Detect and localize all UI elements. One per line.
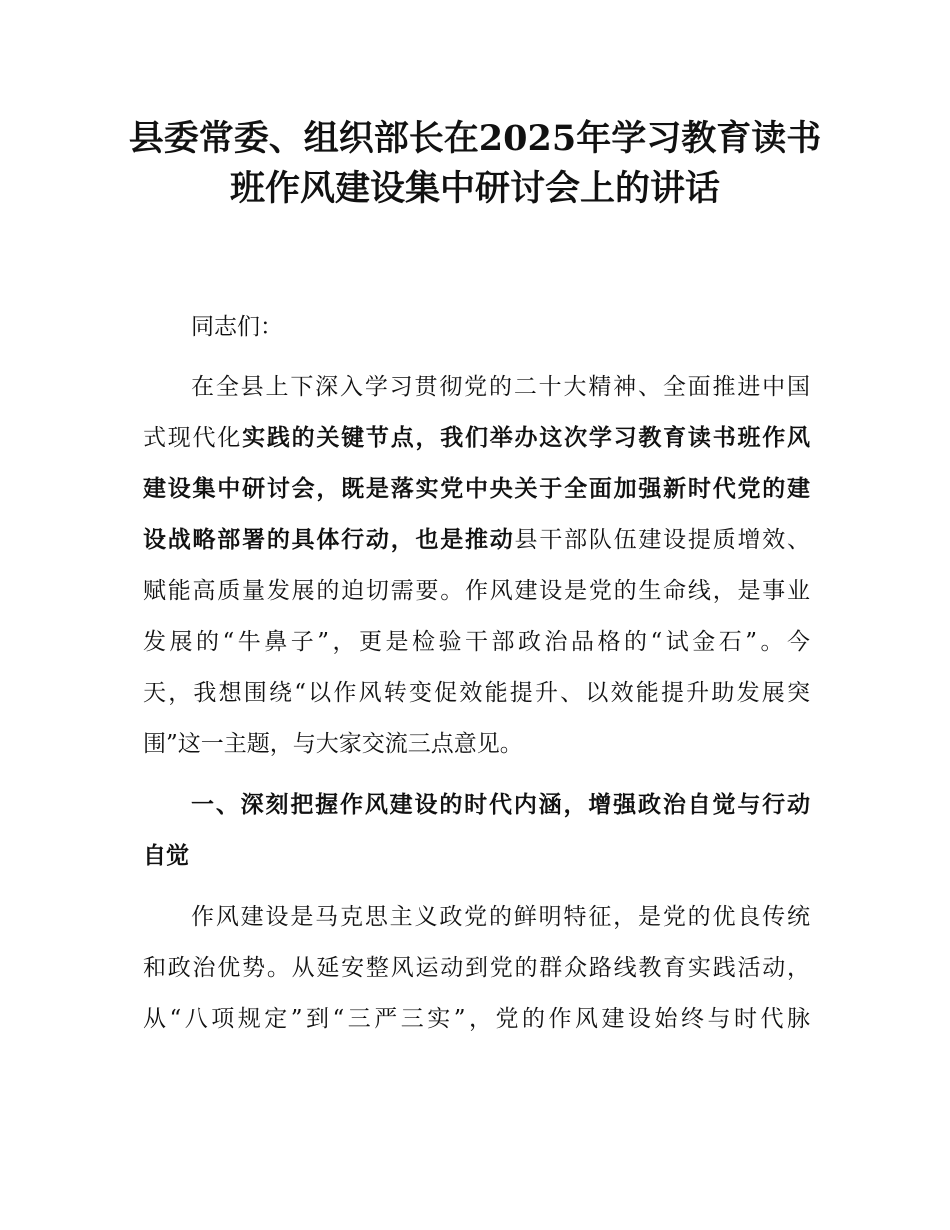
paragraph-2-line-3: 从“八项规定”到“三严三实”，党的作风建设始终与时代脉: [143, 1006, 810, 1032]
section-heading-1-line-1: 一、深刻把握作风建设的时代内涵，增强政治自觉与行动: [191, 792, 810, 818]
paragraph-2-line-2: 和政治优势。从延安整风运动到党的群众路线教育实践活动，: [143, 955, 810, 981]
paragraph-1-line-2-regular: 式现代化: [143, 425, 243, 451]
paragraph-2-line-1: 作风建设是马克思主义政党的鲜明特征，是党的优良传统: [191, 904, 810, 930]
paragraph-1-line-8: 围”这一主题，与大家交流三点意见。: [143, 731, 523, 757]
paragraph-1-line-2: [143, 423, 810, 453]
section-heading-1-line-2: 自觉: [143, 843, 189, 869]
paragraph-1-line-6: 发展的“牛鼻子”，更是检验干部政治品格的“试金石”。今: [143, 629, 810, 655]
paragraph-1-line-4-bold: 设战略部署的具体行动，也是推动: [143, 527, 515, 553]
paragraph-1-line-4: [143, 525, 810, 555]
paragraph-1-line-7: 天，我想围绕“以作风转变促效能提升、以效能提升助发展突: [143, 680, 810, 706]
paragraph-1-line-3: 建设集中研讨会，既是落实党中央关于全面加强新时代党的建: [143, 476, 810, 502]
paragraph-1-line-2-bold: 实践的关键节点，我们举办这次学习教育读书班作风: [242, 425, 811, 451]
document-title-line-1: 县委常委、组织部长在2025年学习教育读书: [128, 118, 822, 159]
paragraph-1-line-1: 在全县上下深入学习贯彻党的二十大精神、全面推进中国: [191, 374, 810, 400]
salutation: 同志们：: [191, 314, 283, 340]
paragraph-1-line-4-regular: 县干部队伍建设提质增效、: [514, 527, 811, 553]
paragraph-1-line-5: 赋能高质量发展的迫切需要。作风建设是党的生命线，是事业: [143, 578, 810, 604]
document-title-line-2: 班作风建设集中研讨会上的讲话: [229, 168, 720, 209]
